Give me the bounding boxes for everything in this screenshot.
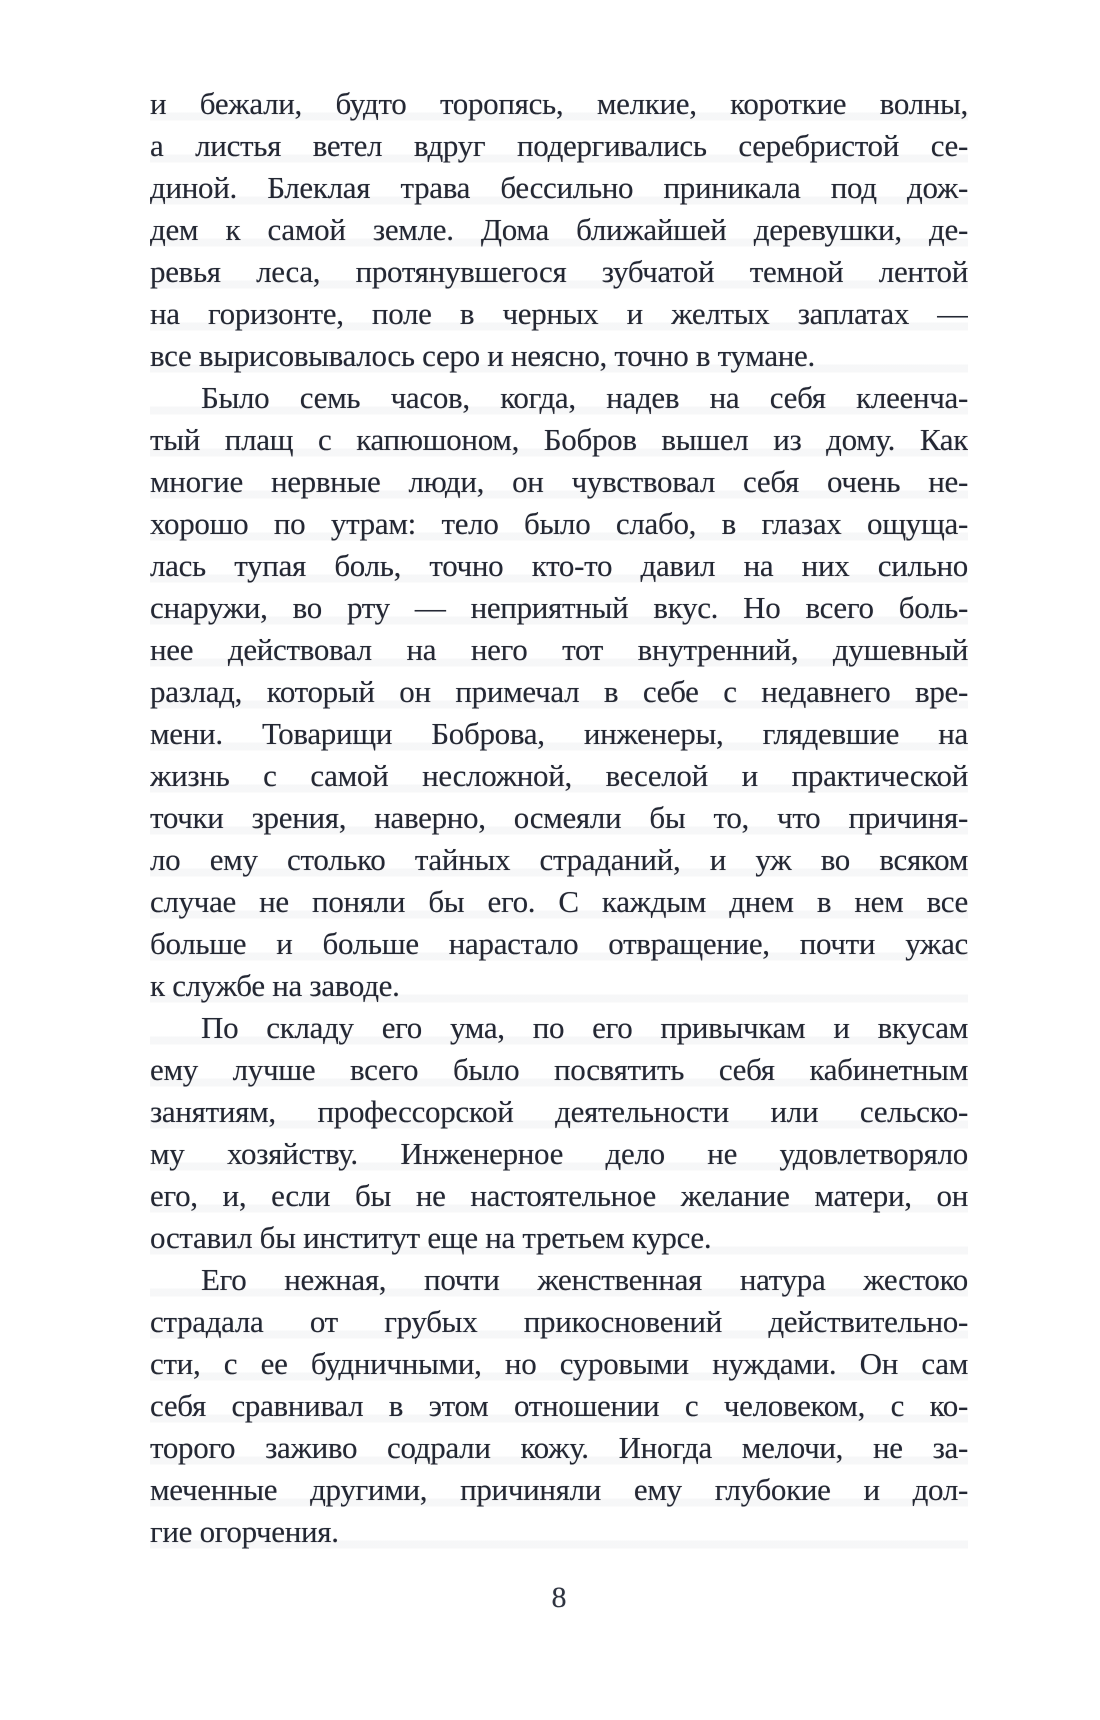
text-line: его, и, если бы не настоятельное желание матери, он (150, 1178, 968, 1213)
text-line: нее действовал на него тот внутренний, душевный (150, 632, 968, 667)
text-line: лась тупая боль, точно кто-то давил на них сильно (150, 548, 968, 583)
text-line: Его нежная, почти женственная натура жестоко (201, 1262, 968, 1297)
text-line: му хозяйству. Инженерное дело не удовлетворяло (150, 1136, 968, 1171)
paragraph (150, 1007, 968, 1259)
text-line: гие огорчения. (150, 1514, 339, 1549)
text-line: торого заживо содрали кожу. Иногда мелочи, не за- (150, 1430, 968, 1465)
paragraph (150, 1259, 968, 1553)
text-line: случае не поняли бы его. С каждым днем в нем все (150, 884, 968, 919)
text-line: Было семь часов, когда, надев на себя клеенча- (201, 380, 968, 415)
text-line: тый плащ с капюшоном, Бобров вышел из дому. Как (150, 422, 968, 457)
text-line: сти, с ее будничными, но суровыми нуждами. Он сам (150, 1346, 968, 1381)
text-block (150, 83, 968, 1553)
text-line: хорошо по утрам: тело было слабо, в глазах ощуща- (150, 506, 968, 541)
page-number: 8 (551, 1581, 567, 1614)
text-line: ему лучше всего было посвятить себя кабинетным (150, 1052, 968, 1087)
text-line: жизнь с самой несложной, веселой и практической (150, 758, 968, 793)
text-line: больше и больше нарастало отвращение, почти ужас (150, 926, 968, 961)
text-line: точки зрения, наверно, осмеяли бы то, что причиня- (150, 800, 968, 835)
text-line: меченные другими, причиняли ему глубокие и дол- (150, 1472, 968, 1507)
text-line: снаружи, во рту — неприятный вкус. Но всего боль- (150, 590, 968, 625)
text-line: разлад, который он примечал в себе с недавнего вре- (150, 674, 968, 709)
text-line: диной. Блеклая трава бессильно приникала под дож- (150, 170, 968, 205)
text-line: многие нервные люди, он чувствовал себя очень не- (150, 464, 968, 499)
text-line: По складу его ума, по его привычкам и вкусам (201, 1010, 968, 1045)
text-line: себя сравнивал в этом отношении с человеком, с ко- (150, 1388, 968, 1423)
text-line: дем к самой земле. Дома ближайшей деревушки, де- (150, 212, 968, 247)
text-line: занятиям, профессорской деятельности или сельско- (150, 1094, 968, 1129)
text-line: мени. Товарищи Боброва, инженеры, глядевшие на (150, 716, 968, 751)
paragraph (150, 83, 968, 377)
text-line: и бежали, будто торопясь, мелкие, короткие волны, (150, 86, 968, 121)
text-line: оставил бы институт еще на третьем курсе. (150, 1220, 712, 1255)
text-line: страдала от грубых прикосновений действительно- (150, 1304, 968, 1339)
text-line: на горизонте, поле в черных и желтых заплатах — (150, 296, 968, 331)
paragraph (150, 377, 968, 1007)
text-line: ревья леса, протянувшегося зубчатой темной лентой (150, 254, 968, 289)
text-line: все вырисовывалось серо и неясно, точно в тумане. (150, 338, 815, 373)
text-line: к службе на заводе. (150, 968, 400, 1003)
text-line: а листья ветел вдруг подергивались серебристой се- (150, 128, 968, 163)
text-line: ло ему столько тайных страданий, и уж во всяком (150, 842, 968, 877)
